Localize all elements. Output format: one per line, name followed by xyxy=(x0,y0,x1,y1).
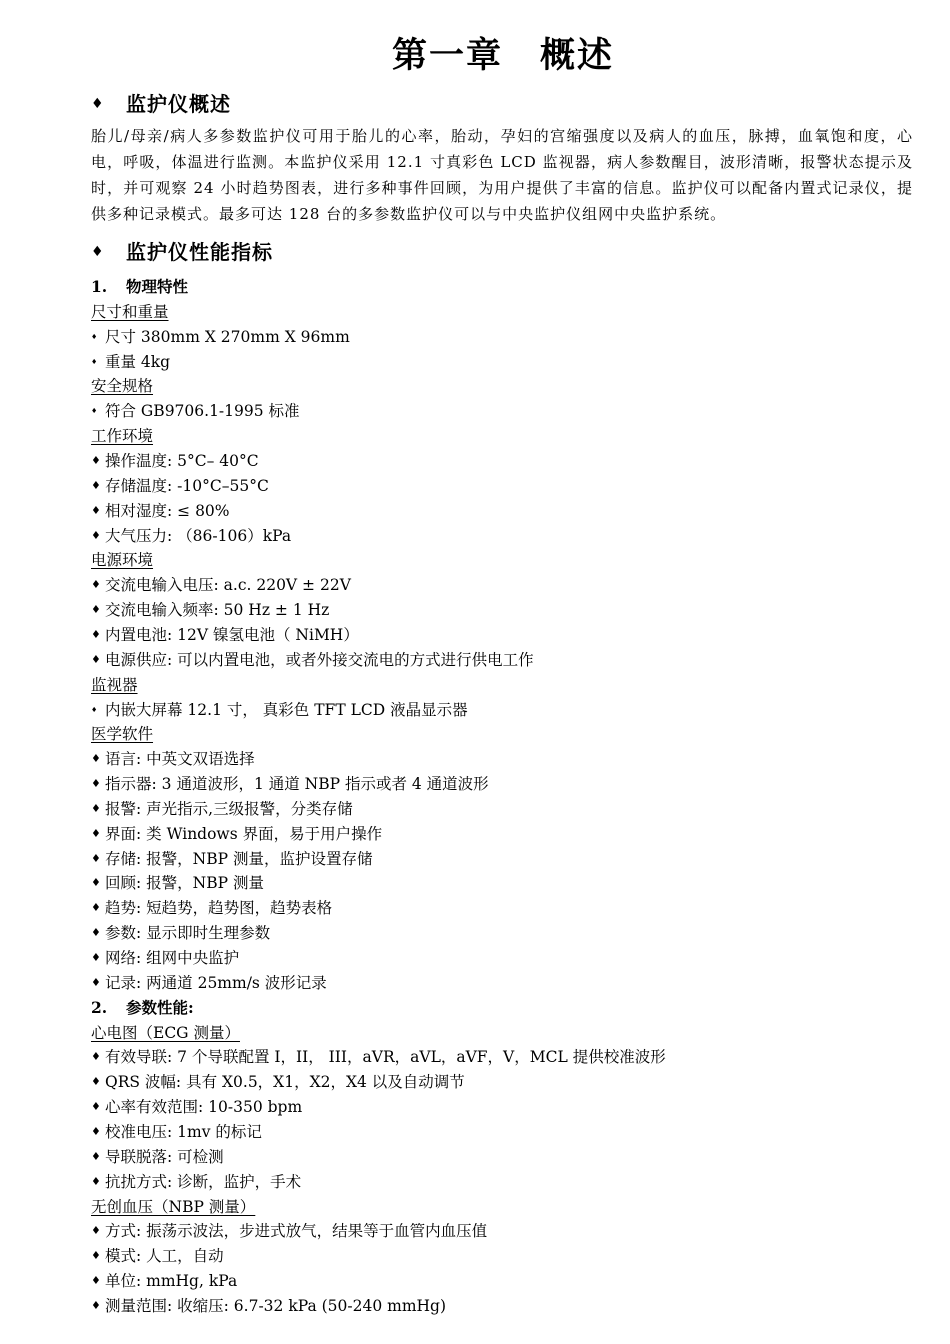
spec-item-text: 有效导联: 7 个导联配置 I，II， III，aVR，aVL，aVF，V，MCL 提供校准波形 xyxy=(105,1048,666,1067)
spec-item xyxy=(91,325,350,349)
spec-item xyxy=(91,598,329,622)
spec-item-text: 指示器: 3 通道波形，1 通道 NBP 指示或者 4 通道波形 xyxy=(105,775,489,793)
subsection-heading: 电源环境 xyxy=(91,551,154,570)
chapter-title: 第一章 概述 xyxy=(391,36,614,76)
spec-item xyxy=(91,1145,224,1169)
spec-item xyxy=(91,822,382,846)
spec-item-text: 报警: 声光指示,三级报警，分类存储 xyxy=(105,799,353,818)
spec-item-text: 回顾: 报警，NBP 测量 xyxy=(105,874,264,893)
spec-item xyxy=(91,896,332,920)
diamond-bullet-icon: ♦ xyxy=(91,901,101,915)
diamond-bullet-icon: ♦ xyxy=(91,777,101,790)
spec-item xyxy=(91,1170,301,1194)
spec-item xyxy=(91,648,534,672)
section-heading-text: 监护仪概述 xyxy=(126,92,231,116)
spec-item-text: 界面: 类 Windows 界面，易于用户操作 xyxy=(105,824,383,843)
subsection-heading: 监视器 xyxy=(91,675,138,694)
diamond-bullet-icon: ♦ xyxy=(91,1124,101,1138)
diamond-bullet-icon: ♦ xyxy=(91,96,105,112)
diamond-bullet-icon: ♦ xyxy=(91,1100,101,1114)
diamond-bullet-icon: ♦ xyxy=(91,627,101,641)
spec-item xyxy=(91,1095,302,1119)
diamond-bullet-icon: ♦ xyxy=(91,1224,101,1238)
heading-number: 1. xyxy=(91,277,108,296)
spec-item xyxy=(91,772,489,796)
spec-item-text: 校准电压: 1mv 的标记 xyxy=(105,1122,262,1141)
diamond-bullet-icon: ♦ xyxy=(91,876,101,890)
spec-item-text: 方式: 振荡示波法，步进式放气，结果等于血管内血压值 xyxy=(105,1222,488,1241)
subsection-heading: 安全规格 xyxy=(91,377,154,396)
spec-item-text: QRS 波幅: 具有 X0.5，X1，X2，X4 以及自动调节 xyxy=(105,1073,465,1092)
diamond-bullet-icon: ♦ xyxy=(91,503,101,517)
spec-item-text: 尺寸 380mm X 270mm X 96mm xyxy=(105,327,350,346)
diamond-bullet-icon: ♦ xyxy=(91,826,101,840)
spec-item-text: 抗扰方式: 诊断，监护，手术 xyxy=(105,1172,302,1191)
spec-item-text: 大气压力: （86-106）kPa xyxy=(105,526,292,545)
subsection-heading: 工作环境 xyxy=(91,427,154,446)
diamond-bullet-icon: ♦ xyxy=(91,1174,101,1188)
diamond-bullet-icon: ♦ xyxy=(91,752,101,766)
spec-item-text: 参数: 显示即时生理参数 xyxy=(105,924,271,943)
spec-item xyxy=(91,474,269,498)
diamond-bullet-icon: ♦ xyxy=(91,801,101,815)
spec-item-text: 相对湿度: ≤ 80% xyxy=(105,501,230,520)
diamond-bullet-icon: ♦ xyxy=(91,1298,101,1312)
spec-item xyxy=(91,573,351,597)
subsection-heading: 心电图（ECG 测量） xyxy=(91,1023,240,1042)
diamond-bullet-icon: ♦ xyxy=(91,951,101,964)
spec-item xyxy=(91,1070,465,1094)
heading-text: 物理特性 xyxy=(126,277,189,296)
spec-item xyxy=(91,797,353,821)
spec-item-text: 交流电输入电压: a.c. 220V ± 22V xyxy=(105,576,351,595)
spec-item-text: 内置电池: 12V 镍氢电池（ NiMH） xyxy=(105,625,359,644)
spec-item xyxy=(91,698,468,722)
spec-item xyxy=(91,1045,666,1069)
diamond-bullet-icon: ♦ xyxy=(91,603,101,616)
section-heading-overview xyxy=(91,88,231,116)
diamond-bullet-icon: ♦ xyxy=(91,407,98,416)
numbered-heading xyxy=(91,275,188,299)
spec-item-text: 存储温度: -10°C–55°C xyxy=(105,476,269,495)
spec-item xyxy=(91,871,264,895)
subsection-heading: 无创血压（NBP 测量） xyxy=(91,1197,256,1216)
diamond-bullet-icon: ♦ xyxy=(91,975,101,989)
spec-item xyxy=(91,1294,446,1318)
section-heading-specs xyxy=(91,236,273,264)
spec-item xyxy=(91,499,230,523)
spec-item xyxy=(91,449,259,473)
diamond-bullet-icon: ♦ xyxy=(91,454,101,467)
spec-item-text: 趋势: 短趋势，趋势图，趋势表格 xyxy=(105,899,333,918)
spec-item-text: 模式: 人工，自动 xyxy=(105,1247,224,1266)
spec-item xyxy=(91,1120,262,1144)
section-heading-text: 监护仪性能指标 xyxy=(126,240,273,264)
spec-item xyxy=(91,1269,237,1293)
diamond-bullet-icon: ♦ xyxy=(91,1050,101,1064)
spec-item xyxy=(91,623,359,647)
spec-item-text: 交流电输入频率: 50 Hz ± 1 Hz xyxy=(105,601,330,619)
spec-item-text: 存储: 报警，NBP 测量，监护设置存储 xyxy=(105,849,373,868)
spec-item-text: 符合 GB9706.1-1995 标准 xyxy=(105,402,300,421)
spec-item xyxy=(91,847,372,871)
spec-item-text: 电源供应: 可以内置电池，或者外接交流电的方式进行供电工作 xyxy=(105,650,534,669)
numbered-heading xyxy=(91,996,194,1020)
spec-item xyxy=(91,399,300,423)
spec-item xyxy=(91,946,239,970)
spec-item-text: 操作温度: 5°C– 40°C xyxy=(105,452,259,470)
spec-item xyxy=(91,1244,224,1268)
spec-item xyxy=(91,747,255,771)
spec-item-text: 重量 4kg xyxy=(105,352,171,371)
spec-item-text: 记录: 两通道 25mm/s 波形记录 xyxy=(105,973,327,992)
heading-number: 2. xyxy=(91,997,108,1017)
subsection-heading: 尺寸和重量 xyxy=(91,302,169,321)
spec-item-text: 心率有效范围: 10-350 bpm xyxy=(105,1098,303,1117)
diamond-bullet-icon: ♦ xyxy=(91,851,101,865)
diamond-bullet-icon: ♦ xyxy=(91,1274,101,1287)
spec-item-text: 导联脱落: 可检测 xyxy=(105,1147,224,1166)
diamond-bullet-icon: ♦ xyxy=(91,652,101,666)
diamond-bullet-icon: ♦ xyxy=(91,1149,101,1163)
subsection-heading: 医学软件 xyxy=(91,725,154,744)
spec-item-text: 测量范围: 收缩压: 6.7-32 kPa (50-240 mmHg) xyxy=(105,1296,447,1315)
diamond-bullet-icon: ♦ xyxy=(91,357,98,366)
spec-item xyxy=(91,921,270,945)
diamond-bullet-icon: ♦ xyxy=(91,926,101,940)
diamond-bullet-icon: ♦ xyxy=(91,578,101,592)
overview-paragraph: 胎儿/母亲/病人多参数监护仪可用于胎儿的心率，胎动，孕妇的宫缩强度以及病人的血压，脉搏，血氧饱和度，心电，呼吸，体温进行监测。本监护仪采用 12.1 寸真彩色 LCD 监视器，病人参数醒目，波形清晰，报警状态提示及时，并可观察 24 小时趋势图表，进行多种事件回顾，为用户提供了丰富的信息。监护仪可以配备内置式记录仪，提供多种记录模式。最多可达 128 台的多参数监护仪可以与中央监护仪组网中央监护系统。 xyxy=(91,127,913,223)
diamond-bullet-icon: ♦ xyxy=(91,244,105,260)
diamond-bullet-icon: ♦ xyxy=(91,332,98,341)
spec-item-text: 单位: mmHg, kPa xyxy=(105,1272,238,1290)
diamond-bullet-icon: ♦ xyxy=(91,705,98,714)
spec-item-text: 内嵌大屏幕 12.1 寸， 真彩色 TFT LCD 液晶显示器 xyxy=(105,700,468,719)
spec-item-text: 语言: 中英文双语选择 xyxy=(105,750,255,769)
diamond-bullet-icon: ♦ xyxy=(91,1249,101,1263)
heading-text: 参数性能: xyxy=(126,997,194,1017)
spec-item xyxy=(91,350,170,374)
spec-item xyxy=(91,1219,487,1243)
diamond-bullet-icon: ♦ xyxy=(91,1075,101,1089)
spec-item xyxy=(91,524,291,548)
diamond-bullet-icon: ♦ xyxy=(91,528,101,542)
spec-item-text: 网络: 组网中央监护 xyxy=(105,949,240,967)
spec-item xyxy=(91,971,327,995)
diamond-bullet-icon: ♦ xyxy=(91,478,101,492)
